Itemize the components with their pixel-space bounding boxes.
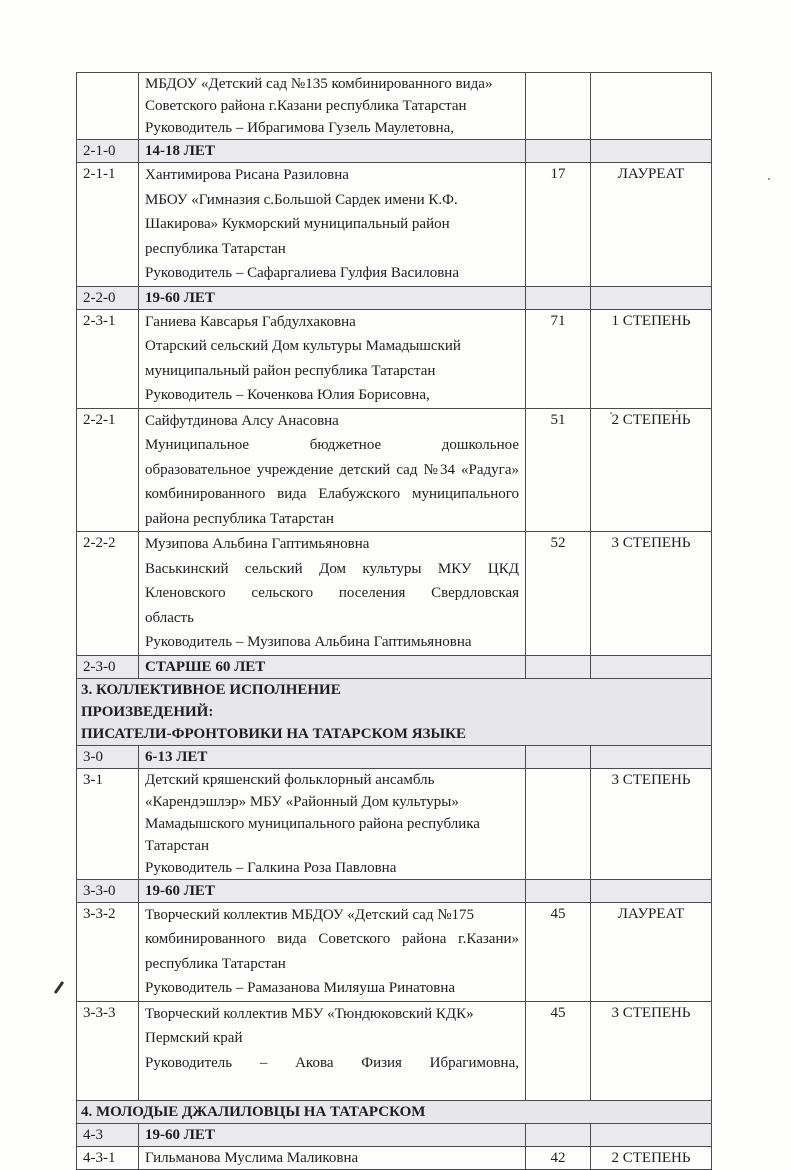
age-group-row: [77, 879, 712, 902]
participant-row: [77, 902, 712, 1001]
participant-detail-line: МБОУ «Гимназия с.Большой Сардек имени К.Ф.: [145, 191, 458, 208]
participant-detail-line: республика Татарстан: [145, 955, 286, 972]
participant-name: МБДОУ «Детский сад №135 комбинированного вида»: [145, 76, 493, 92]
age-group-code: 2-3-0: [77, 655, 139, 678]
award-value: [591, 73, 712, 140]
entry-code: [77, 73, 139, 140]
score-value: 17: [526, 163, 591, 287]
participant-detail-line: Руководитель – Сафаргалиева Гулфия Василовна: [145, 265, 459, 281]
age-group-row: [77, 655, 712, 678]
participant-details: [139, 532, 526, 656]
participant-detail-line: Руководитель – Галкина Роза Павловна: [145, 859, 397, 876]
age-group-code: 2-1-0: [77, 140, 139, 163]
participant-detail-line: Мамадышского муниципального района республика: [145, 815, 480, 832]
section-title: [77, 1100, 712, 1123]
empty-score-cell: [526, 1123, 591, 1146]
empty-award-cell: [591, 655, 712, 678]
participant-row: [77, 768, 712, 879]
age-group-code: 3-3-0: [77, 879, 139, 902]
participant-name: Гильманова Муслима Маликовна: [145, 1149, 359, 1166]
entry-code: 2-3-1: [77, 309, 139, 408]
participant-row: [77, 73, 712, 140]
empty-award-cell: [591, 286, 712, 309]
participant-details: [139, 408, 526, 532]
award-value: 3 СТЕПЕНЬ: [591, 768, 712, 879]
empty-score-cell: [526, 140, 591, 163]
participant-detail-line: Советского района г.Казани республика Татарстан: [145, 98, 467, 114]
participant-name: Ганиева Кавсарья Габдулхаковна: [145, 313, 356, 330]
section-title-line: 3. КОЛЛЕКТИВНОЕ ИСПОЛНЕНИЕ: [81, 681, 341, 698]
participant-detail-line: Руководитель – Ибрагимова Гузель Маулетовна,: [145, 120, 455, 136]
age-group-label: 19-60 ЛЕТ: [139, 1123, 526, 1146]
age-group-code: 4-3: [77, 1123, 139, 1146]
participant-row: [77, 309, 712, 408]
empty-score-cell: [526, 879, 591, 902]
entry-code: 3-3-3: [77, 1001, 139, 1100]
section-title: [77, 678, 712, 745]
participant-details: [139, 1001, 526, 1100]
section-title-line: ПРОИЗВЕДЕНИЙ:: [81, 703, 214, 720]
participant-name: Детский кряшенский фольклорный ансамбль: [145, 771, 435, 788]
empty-award-cell: [591, 1123, 712, 1146]
section-header-row: [77, 1100, 712, 1123]
age-group-row: [77, 286, 712, 309]
score-value: 45: [526, 1001, 591, 1100]
empty-score-cell: [526, 655, 591, 678]
participant-detail-line: Васькинский сельский Дом культуры МКУ ЦКД: [145, 560, 519, 577]
section-header-row: [77, 678, 712, 745]
entry-code: 2-2-2: [77, 532, 139, 656]
results-table: [76, 72, 712, 1170]
score-value: 51: [526, 408, 591, 532]
participant-detail-line: района республика Татарстан: [145, 510, 334, 527]
award-value: 2 СТЕПЕНЬ: [591, 408, 712, 532]
score-value: 42: [526, 1146, 591, 1169]
age-group-label: 14-18 ЛЕТ: [139, 140, 526, 163]
participant-row: [77, 408, 712, 532]
score-value: [526, 73, 591, 140]
empty-award-cell: [591, 879, 712, 902]
age-group-label: СТАРШЕ 60 ЛЕТ: [139, 655, 526, 678]
age-group-label: 19-60 ЛЕТ: [139, 286, 526, 309]
participant-name: Творческий коллектив МБУ «Тюндюковский КДК»: [145, 1005, 474, 1022]
participant-detail-line: Кленовского сельского поселения Свердловская: [145, 585, 519, 601]
score-value: 45: [526, 902, 591, 1001]
participant-row: [77, 163, 712, 287]
section-title-line: ПИСАТЕЛИ-ФРОНТОВИКИ НА ТАТАРСКОМ ЯЗЫКЕ: [81, 725, 467, 742]
score-value: 52: [526, 532, 591, 656]
participant-detail-line: Шакирова» Кукморский муниципальный район: [145, 216, 450, 232]
entry-code: 4-3-1: [77, 1146, 139, 1169]
participant-detail-line: комбинированного вида Елабужского муниципального: [145, 486, 519, 502]
participant-detail-line: Пермский край: [145, 1030, 243, 1046]
participant-detail-line: комбинированного вида Советского района г.Казани»: [145, 931, 519, 947]
participant-name: Творческий коллектив МБДОУ «Детский сад №175: [145, 906, 475, 923]
age-group-row: [77, 745, 712, 768]
participant-detail-line: Руководитель – Рамазанова Миляуша Ринатовна: [145, 980, 456, 996]
participant-name: Музипова Альбина Гаптимьяновна: [145, 536, 370, 552]
participant-detail-line: Отарский сельский Дом культуры Мамадышский: [145, 338, 461, 354]
age-group-code: 2-2-0: [77, 286, 139, 309]
entry-code: 2-1-1: [77, 163, 139, 287]
section-title-line: 4. МОЛОДЫЕ ДЖАЛИЛОВЦЫ НА ТАТАРСКОМ: [81, 1103, 426, 1120]
award-value: 3 СТЕПЕНЬ: [591, 532, 712, 656]
participant-detail-line: образовательное учреждение детский сад №34 «Радуга»: [145, 461, 519, 478]
participant-row: [77, 1001, 712, 1100]
participant-detail-line: Руководитель – Музипова Альбина Гаптимьяновна: [145, 634, 472, 650]
award-value: ЛАУРЕАТ: [591, 163, 712, 287]
participant-detail-line: «Карендэшлэр» МБУ «Районный Дом культуры»: [145, 793, 459, 810]
entry-code: 3-1: [77, 768, 139, 879]
participant-detail-line: Татарстан: [145, 837, 210, 854]
participant-detail-line: область: [145, 609, 194, 626]
participant-details: [139, 163, 526, 287]
participant-row: [77, 532, 712, 656]
entry-code: 2-2-1: [77, 408, 139, 532]
participant-details: [139, 1146, 526, 1169]
participant-detail-line: Муниципальное бюджетное дошкольное: [145, 437, 519, 453]
participant-detail-line: Руководитель – Коченкова Юлия Борисовна,: [145, 387, 430, 403]
age-group-row: [77, 1123, 712, 1146]
participant-details: [139, 768, 526, 879]
age-group-label: 6-13 ЛЕТ: [139, 745, 526, 768]
participant-details: [139, 73, 526, 140]
results-table-body: [77, 73, 712, 1170]
age-group-row: [77, 140, 712, 163]
empty-award-cell: [591, 745, 712, 768]
scan-speck: [768, 178, 770, 180]
entry-code: 3-3-2: [77, 902, 139, 1001]
empty-score-cell: [526, 745, 591, 768]
participant-detail-line: муниципальный район республика Татарстан: [145, 362, 436, 379]
pencil-mark-icon: [54, 981, 64, 994]
empty-award-cell: [591, 140, 712, 163]
score-value: [526, 768, 591, 879]
award-value: 2 СТЕПЕНЬ: [591, 1146, 712, 1169]
empty-score-cell: [526, 286, 591, 309]
participant-detail-line: Руководитель – Акова Физия Ибрагимовна,: [145, 1054, 519, 1071]
score-value: 71: [526, 309, 591, 408]
participant-name: Сайфутдинова Алсу Анасовна: [145, 412, 339, 429]
age-group-code: 3-0: [77, 745, 139, 768]
participant-detail-line: республика Татарстан: [145, 240, 286, 257]
participant-detail-line: [145, 1075, 519, 1100]
participant-row: [77, 1146, 712, 1169]
award-value: 3 СТЕПЕНЬ: [591, 1001, 712, 1100]
award-value: ЛАУРЕАТ: [591, 902, 712, 1001]
participant-name: Хантимирова Рисана Разиловна: [145, 167, 349, 183]
participant-details: [139, 902, 526, 1001]
age-group-label: 19-60 ЛЕТ: [139, 879, 526, 902]
award-value: 1 СТЕПЕНЬ: [591, 309, 712, 408]
participant-details: [139, 309, 526, 408]
